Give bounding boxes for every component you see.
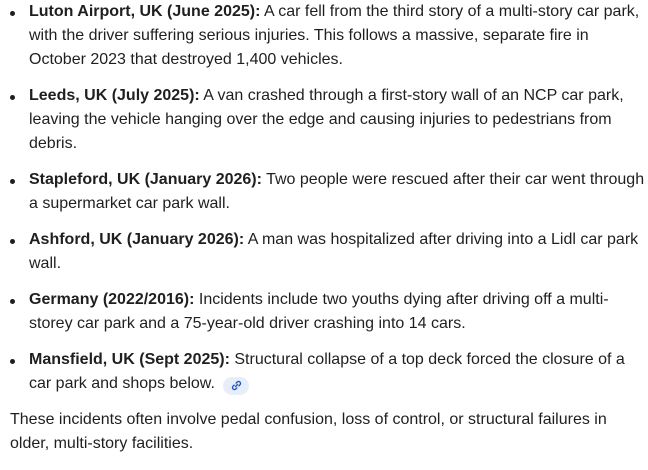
- incident-description: Two people were rescued after their car went through a supermarket car park wall.: [29, 171, 645, 212]
- list-item: [10, 288, 648, 336]
- bullet-icon: [10, 299, 15, 304]
- link-icon: [231, 380, 242, 391]
- bullet-icon: [10, 95, 15, 100]
- incident-description: A man was hospitalized after driving into a Lidl car park wall.: [29, 231, 639, 272]
- incident-place: Mansfield, UK (Sept 2025):: [29, 351, 230, 368]
- bullet-icon: [10, 359, 15, 364]
- incident-description: Incidents include two youths dying after driving off a multi-storey car park and a 75-year-old driver crashing into 14 cars.: [29, 291, 609, 332]
- incident-place: Stapleford, UK (January 2026):: [29, 171, 262, 188]
- incident-place: Luton Airport, UK (June 2025):: [29, 3, 261, 20]
- incident-description: A car fell from the third story of a multi-story car park, with the driver suffering serious injuries. This follows a massive, separate fire in October 2023 that destroyed 1,400 vehicles.: [29, 3, 640, 68]
- bullet-icon: [10, 239, 15, 244]
- incident-place: Germany (2022/2016):: [29, 291, 195, 308]
- incident-description: Structural collapse of a top deck forced the closure of a car park and shops below.: [29, 351, 625, 392]
- incident-description: A van crashed through a first-story wall of an NCP car park, leaving the vehicle hanging over the edge and causing injuries to pedestrians from debris.: [29, 87, 624, 152]
- list-item: [10, 168, 648, 216]
- source-link-button[interactable]: [223, 377, 249, 395]
- incident-place: Ashford, UK (January 2026):: [29, 231, 245, 248]
- incident-list: [10, 0, 648, 396]
- bullet-icon: [10, 179, 15, 184]
- summary-paragraph: These incidents often involve pedal confusion, loss of control, or structural failures in older, multi-story facilities.: [10, 411, 607, 452]
- list-item: [10, 0, 648, 72]
- bullet-icon: [10, 11, 15, 16]
- list-item: [10, 348, 648, 396]
- incident-place: Leeds, UK (July 2025):: [29, 87, 200, 104]
- list-item: [10, 228, 648, 276]
- list-item: [10, 84, 648, 156]
